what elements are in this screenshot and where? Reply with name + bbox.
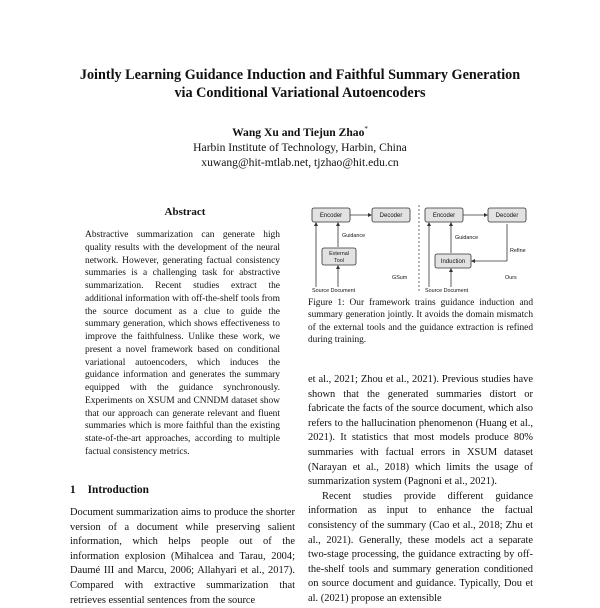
left-source-arrowhead (314, 222, 318, 226)
external-tool-label-1: External (329, 251, 349, 257)
left-guidance-arrowhead (336, 222, 340, 226)
right-source-arrowhead (427, 222, 431, 226)
right-column-paragraph-1: et al., 2021; Zhou et al., 2021). Previous studies have shown that the generated summaries distort or fabricate the facts of the source document, which also refers to the hallucination phenomenon (Huang et al., 2021). It statistics that most models produce 80% summaries with factual errors in XSUM dataset (Narayan et al., 2018) which limits the usage of summarization system (Pagnoni et al., 2021). (308, 374, 533, 488)
author-emails: xuwang@hit-mtlab.net, tjzhao@hit.edu.cn (201, 155, 399, 169)
left-panel-name: GSum (392, 275, 408, 281)
right-column-body (308, 373, 533, 607)
external-tool-label-2: Tool (334, 258, 344, 264)
right-source-label: Source Document (425, 288, 469, 293)
right-guidance-label: Guidance (455, 235, 479, 241)
left-guidance-label: Guidance (342, 233, 366, 239)
refine-label: Refine (510, 248, 526, 254)
affiliation: Harbin Institute of Technology, Harbin, China (193, 140, 407, 154)
introduction-heading (70, 484, 149, 496)
title-line-1: Jointly Learning Guidance Induction and Faithful Summary Generation (79, 67, 521, 83)
left-arrowhead (368, 213, 372, 217)
refine-arrowhead (471, 259, 475, 263)
author-names (60, 122, 540, 140)
author-mark: * (364, 125, 368, 133)
left-decoder-label: Decoder (379, 213, 403, 219)
introduction-body (70, 506, 295, 608)
right-panel-name: Ours (505, 275, 517, 281)
left-tool-arrowhead (336, 265, 340, 269)
section-title: Introduction (87, 484, 149, 496)
abstract-heading: Abstract (164, 206, 206, 218)
introduction-text: Document summarization aims to produce the shorter version of a document while preserving salient information, which helps people out of the information explosion (Mihalcea and Tarau, 2004; Daumé III and Marcu, 2006; Allahyari et al., 2017). Compared with extractive summarization that retrieves essential sentences from the source (70, 507, 295, 606)
title-line-2: via Conditional Variational Autoencoders (174, 85, 426, 101)
right-decoder-label: Decoder (495, 213, 519, 219)
right-column-paragraph-2: Recent studies provide different guidance information as input to enhance the factual consistency of the summary (Cao et al., 2018; Zhu et al., 2021). Generally, these models act a separate two-stage processing, the guidance extracting by off-the-shelf tools and summary generation conditioned on source document and guidance. Typically, Dou et al. (2021) propose an extensible (308, 490, 533, 604)
abstract-body (85, 229, 280, 459)
framework-figure (308, 203, 534, 293)
author-block (60, 122, 540, 170)
left-source-label: Source Document (312, 288, 356, 293)
abstract-text: Abstractive summarization can generate high quality results with the development of the neural network. However, generating factual consistency summaries is a challenging task for abstractive summarization. Recent studies extract the additional information with off-the-shelf tools from the source document as a clue to guide the summary generation, which shows effectiveness to improve the faithfulness. Unlike these work, we present a novel framework based on conditional variational autoencoders, which induces the guidance information and generates the summary equipped with the guidance synchronously. Experiments on XSUM and CNNDM dataset show that our approach can generate relevant and fluent summaries which is more faithful than the existing state-of-the-art approaches, according to multiple factual consistency metrics. (85, 230, 280, 457)
paper-title (40, 66, 560, 102)
author-names-text: Wang Xu and Tiejun Zhao (232, 125, 365, 139)
figure-caption: Figure 1: Our framework trains guidance induction and summary generation jointly. It avoids the domain mismatch of the external tools and the guidance extraction is refined during training. (308, 298, 533, 346)
right-encoder-label: Encoder (432, 213, 456, 219)
right-induction-arrowhead (449, 268, 453, 272)
right-arrowhead (484, 213, 488, 217)
section-number: 1 (70, 484, 76, 496)
induction-label: Induction (440, 259, 466, 265)
left-encoder-label: Encoder (319, 213, 343, 219)
right-guidance-arrowhead (449, 222, 453, 226)
